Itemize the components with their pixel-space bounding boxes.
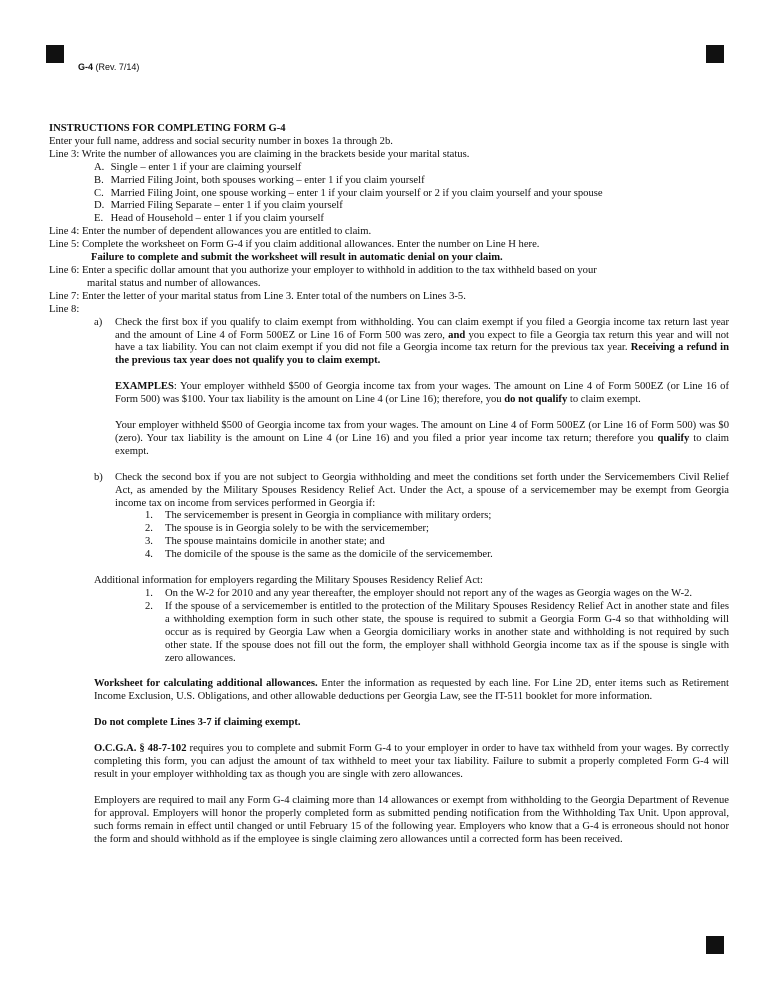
line8-option-b: b) Check the second box if you are not subject to Georgia withholding and meet the conditions set forth under the Servicemembers Civil Relief Act, as amended by the Military Spouses Residency Relief Act. Under the Act, a spouse of a servicemember may be exempt from Georgia income tax on income from services performed in Georgia if: [94,471,729,509]
example-2: Your employer withheld $500 of Georgia income tax from your wages. The amount on Line 4 of Form 500EZ (or Line 16 of Form 500) was $0 (zero). Your tax liability is the amount on Line 4 (or Line 16) and you filed a prior year income tax return; therefore you qualify to claim exempt. [115,420,730,457]
list-item: D. Married Filing Separate – enter 1 if you claim yourself [94,200,343,212]
list-item: 1. On the W-2 for 2010 and any year thereafter, the employer should not report any of the wages as Georgia wages on the W-2. [145,588,693,599]
additional-info-heading: Additional information for employers regarding the Military Spouses Residency Relief Act: [94,575,483,587]
line6-text-cont: marital status and number of allowances. [87,277,261,289]
registration-mark-top-left [46,45,64,63]
worksheet-paragraph: Worksheet for calculating additional allowances. Enter the information as requested by each line. For Line 2D, enter items such as Retirement Income Exclusion, U.S. Obligations, and other allowable deductions per Georgia Law, see the IT-511 booklet for more information. [94,678,729,703]
line8-text: Line 8: [49,303,80,315]
instructions-body [49,123,729,847]
additional-info-list [145,588,729,665]
line7-text: Line 7: Enter the letter of your marital status from Line 3. Enter total of the numbers on Lines 3-5. [49,290,466,302]
form-id: G-4 [78,62,94,72]
list-item: 2. The spouse is in Georgia solely to be with the servicemember; [145,523,429,535]
form-header [78,61,139,74]
intro-text: Enter your full name, address and social security number in boxes 1a through 2b. [49,135,393,147]
list-item: C. Married Filing Joint, one spouse working – enter 1 if your claim yourself or 2 if you claim yourself and your spouse [94,187,603,199]
list-item: B. Married Filing Joint, both spouses working – enter 1 if you claim yourself [94,174,425,186]
servicemember-conditions [145,510,729,562]
employers-paragraph: Employers are required to mail any Form G-4 claiming more than 14 allowances or exempt from withholding to the Georgia Department of Revenue for approval. Employers will honor the properly completed form as submitted pending notification from the Withholding Tax Unit. Upon approval, such forms remain in effect until changed or until February 15 of the following year. Employers who know that a G-4 is erroneous should not honor the form and should withhold as if the employee is single claiming zero allowances until a corrected form has been received. [94,794,729,845]
no-complete-note: Do not complete Lines 3-7 if claiming exempt. [94,717,301,729]
line4-text: Line 4: Enter the number of dependent allowances you are entitled to claim. [49,226,372,238]
registration-mark-bottom-right [706,936,724,954]
list-item: 3. The spouse maintains domicile in another state; and [145,536,385,548]
page-title: INSTRUCTIONS FOR COMPLETING FORM G-4 [49,123,286,134]
list-item: 4. The domicile of the spouse is the same as the domicile of the servicemember. [145,549,493,561]
line6-text: Line 6: Enter a specific dollar amount that you authorize your employer to withhold in addition to the tax withheld based on your [49,264,597,276]
line5-text: Line 5: Complete the worksheet on Form G-4 if you claim additional allowances. Enter the number on Line H here. [49,239,540,251]
marital-status-list [49,162,729,227]
ocga-paragraph: O.C.G.A. § 48-7-102 requires you to complete and submit Form G-4 to your employer in order to have tax withheld from your wages. By correctly completing this form, you can adjust the amount of tax withheld to meet your tax liability. Failure to submit a properly completed Form G-4 will result in your employer withholding tax as though you are single with zero allowances. [94,743,729,780]
list-item: A. Single – enter 1 if your are claiming yourself [94,161,302,173]
line3-text: Line 3: Write the number of allowances you are claiming in the brackets beside your marital status. [49,148,470,160]
list-item: E. Head of Household – enter 1 if you claim yourself [94,213,324,225]
example-1: EXAMPLES: Your employer withheld $500 of Georgia income tax from your wages. The amount on Line 4 of Form 500EZ (or Line 16 of Form 500) was $100. Your tax liability is the amount on Line 4 (or Line 16); therefore, you do not qualify to claim exempt. [115,381,729,406]
form-revision: (Rev. 7/14) [95,62,140,72]
list-item: 1. The servicemember is present in Georgia in compliance with military orders; [145,510,492,522]
list-item: 2. If the spouse of a servicemember is entitled to the protection of the Military Spouses Residency Relief Act in another state and files a withholding exemption form in such other state, the spouse is required to submit a Georgia Form G-4 so that withholding will occur as is required by Georgia Law when a Georgia domiciliary works in another state and withholding is not required by such other state. If the spouse does not fill out the form, the employer shall withhold Georgia income tax as if the spouse is single with zero allowances. [145,600,729,664]
registration-mark-top-right [706,45,724,63]
line8-option-a: a) Check the first box if you qualify to claim exempt from withholding. You can claim exempt if you filed a Georgia income tax return last year and the amount of Line 4 of Form 500EZ or Line 16 of Form 500 was zero, and you expect to file a Georgia tax return this year and will not have a tax liability. You can not claim exempt if you did not file a Georgia income tax return for the previous tax year. Receiving a refund in the previous tax year does not qualify you to claim exempt. [94,316,729,367]
line5-warning: Failure to complete and submit the worksheet will result in automatic denial on your claim. [91,252,503,264]
